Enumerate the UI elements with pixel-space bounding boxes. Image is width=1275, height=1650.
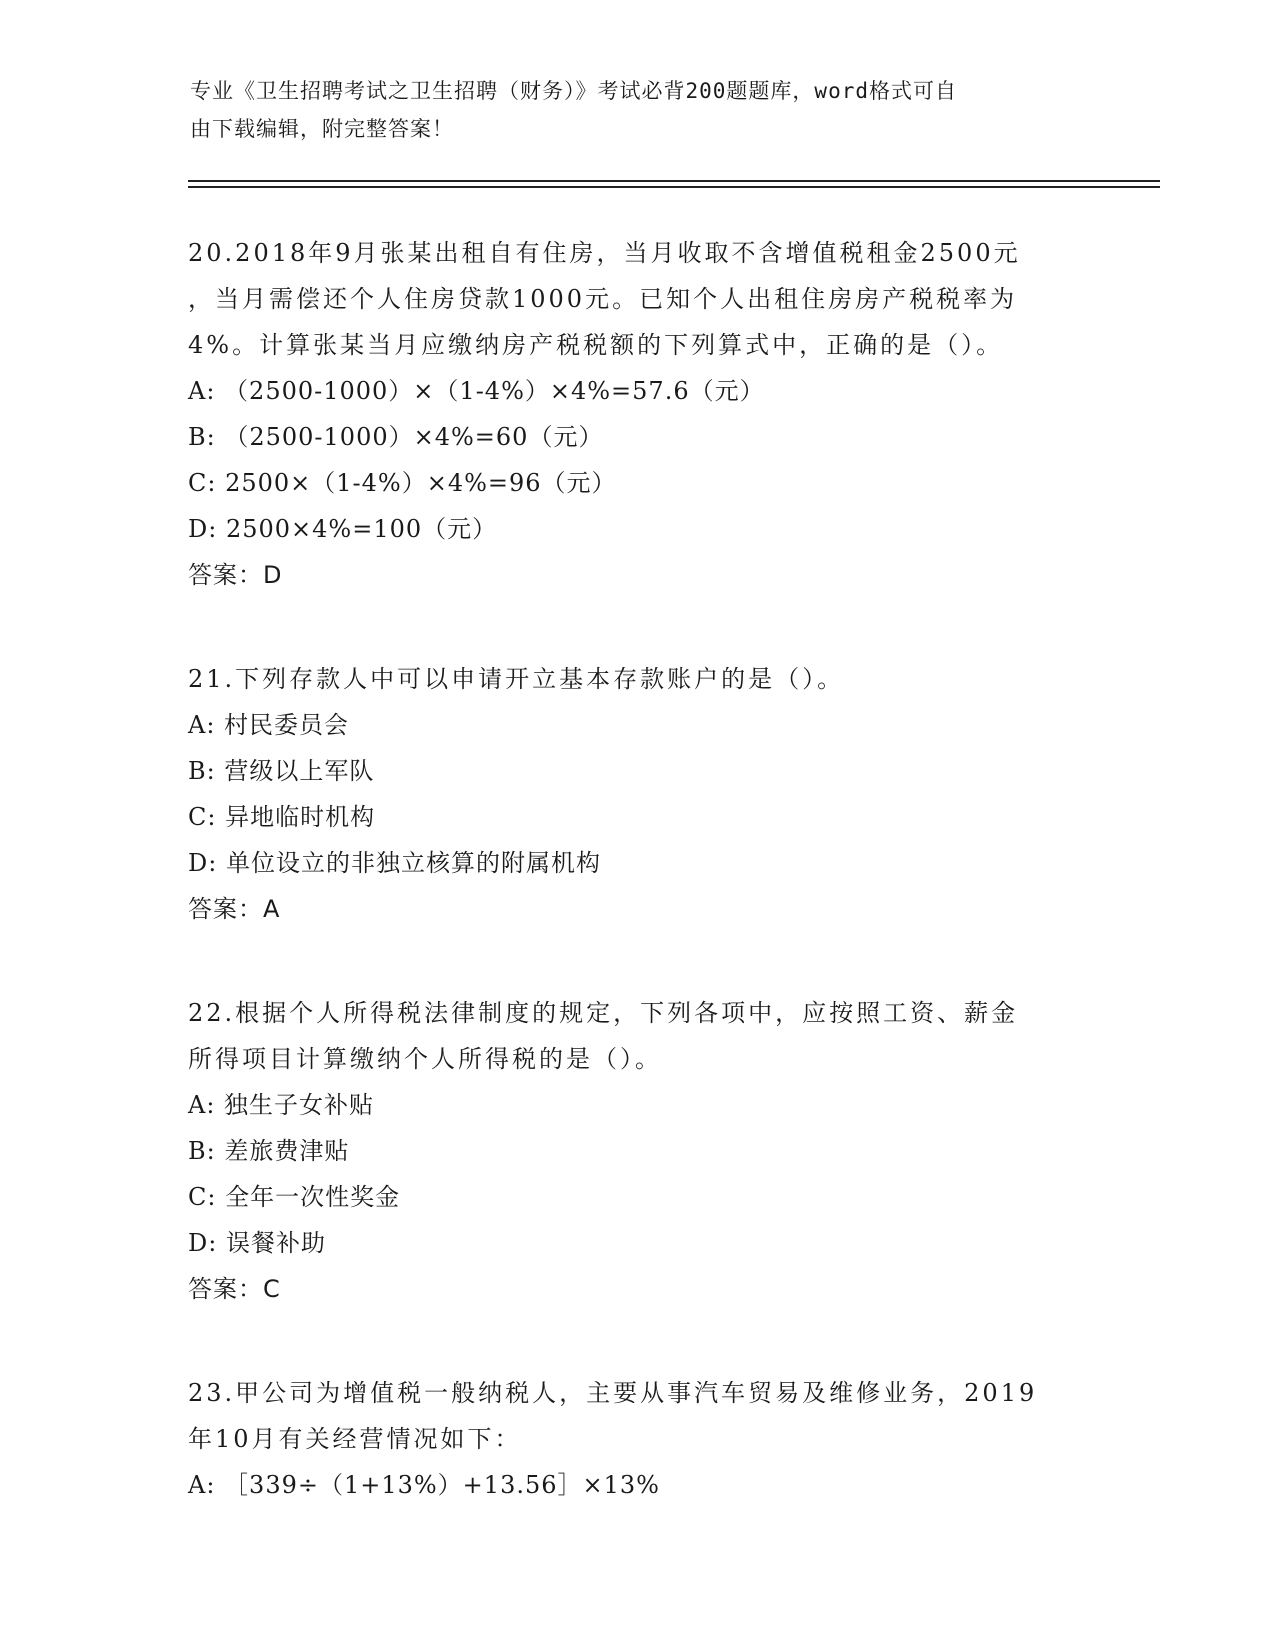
option-c: C: 异地临时机构 (188, 803, 376, 831)
question-text-line: 20.2018年9月张某出租自有住房，当月收取不含增值税租金2500元 (188, 239, 1021, 267)
answer-line: 答案：A (188, 895, 281, 923)
question-list (188, 230, 1088, 1566)
option-d: D: 2500×4%=100（元） (188, 515, 498, 543)
option-b: B: （2500-1000）×4%=60（元） (188, 423, 604, 451)
question-text-line: 21.下列存款人中可以申请开立基本存款账户的是（）。 (188, 665, 845, 693)
document-header (190, 72, 1090, 148)
option-a: A: （2500-1000）×（1-4%）×4%=57.6（元） (188, 377, 765, 405)
question-21 (188, 656, 1088, 932)
question-text (188, 656, 1088, 702)
option-c: C: 2500×（1-4%）×4%=96（元） (188, 469, 617, 497)
question-text-line: 年10月有关经营情况如下： (188, 1425, 522, 1453)
option-d: D: 单位设立的非独立核算的附属机构 (188, 849, 601, 877)
question-text (188, 990, 1088, 1082)
question-text (188, 1370, 1088, 1462)
option-a: A: 独生子女补贴 (188, 1091, 375, 1119)
option-a: A: ［339÷（1+13%）+13.56］×13% (188, 1471, 660, 1499)
header-divider-bottom (188, 186, 1160, 188)
answer-line: 答案：D (188, 561, 283, 589)
question-23 (188, 1370, 1088, 1508)
option-a: A: 村民委员会 (188, 711, 350, 739)
question-text-line: 23.甲公司为增值税一般纳税人，主要从事汽车贸易及维修业务，2019 (188, 1379, 1038, 1407)
question-text-line: ，当月需偿还个人住房贷款1000元。已知个人出租住房房产税税率为 (188, 285, 1018, 313)
header-title-line-1: 专业《卫生招聘考试之卫生招聘（财务）》考试必背200题题库，word格式可自 (190, 79, 957, 103)
option-d: D: 误餐补助 (188, 1229, 326, 1257)
header-title-line-2: 由下载编辑，附完整答案！ (190, 117, 454, 141)
question-text-line: 22.根据个人所得税法律制度的规定，下列各项中，应按照工资、薪金 (188, 999, 1019, 1027)
option-b: B: 差旅费津贴 (188, 1137, 350, 1165)
question-text-line: 4%。计算张某当月应缴纳房产税税额的下列算式中，正确的是（）。 (188, 331, 1004, 359)
option-c: C: 全年一次性奖金 (188, 1183, 401, 1211)
question-text (188, 230, 1088, 368)
option-b: B: 营级以上军队 (188, 757, 375, 785)
answer-line: 答案：C (188, 1275, 281, 1303)
header-divider-top (188, 180, 1160, 182)
question-20 (188, 230, 1088, 598)
question-22 (188, 990, 1088, 1312)
question-text-line: 所得项目计算缴纳个人所得税的是（）。 (188, 1045, 662, 1073)
